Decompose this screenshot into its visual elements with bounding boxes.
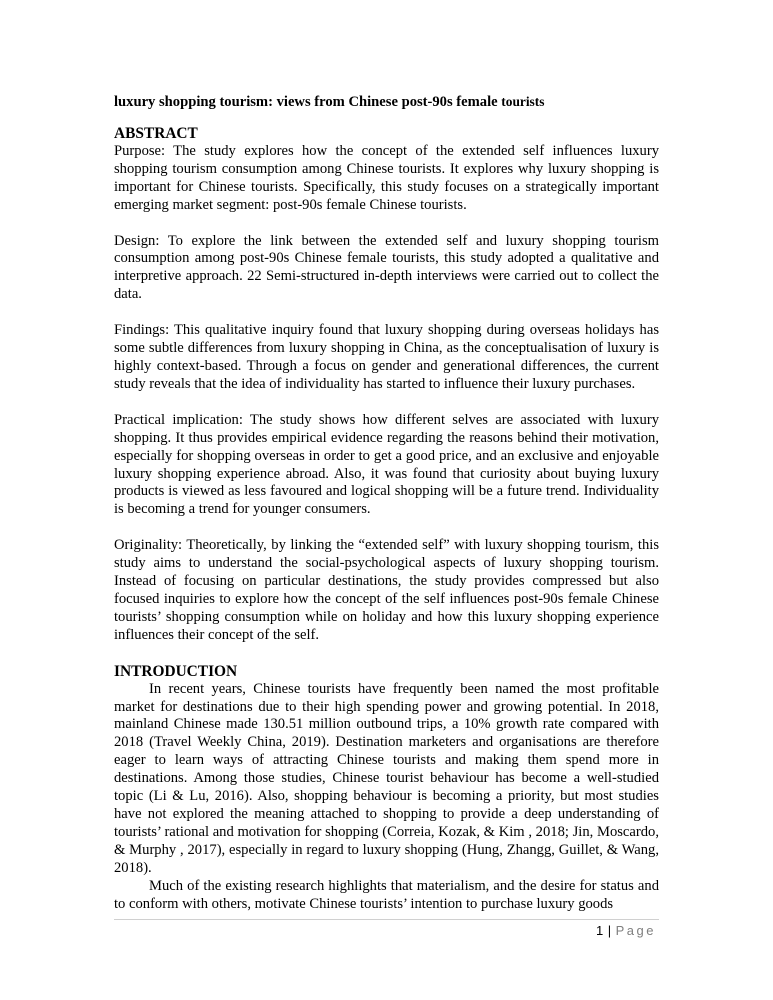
page-number: 1	[596, 923, 604, 938]
abstract-practical: Practical implication: The study shows how different selves are associated with luxury shopping. It thus provides empirical evidence regarding the reasons behind their motivation, especially for shopping overseas in order to get a good price, and an exclusive and enjoyable luxury shopping experience abroad. Also, it was found that curiosity about buying luxury products is viewed as less favoured and logical shopping will be a future trend. Individuality is becoming a trend for younger consumers.	[114, 411, 659, 518]
footer-divider	[114, 919, 659, 920]
abstract-design: Design: To explore the link between the extended self and luxury shopping tourism consumption among post-90s Chinese female tourists, this study adopted a qualitative and interpretive approach. 22 Semi-structured in-depth interviews were carried out to collect the data.	[114, 232, 659, 303]
paper-title-tail: tourists	[501, 94, 545, 109]
abstract-findings: Findings: This qualitative inquiry found that luxury shopping during overseas holidays has some subtle differences from luxury shopping in China, as the conceptualisation of luxury is highly context-based. Through a focus on gender and generational differences, the current study reveals that the idea of individuality has started to influence their luxury purchases.	[114, 322, 659, 392]
introduction-heading: INTRODUCTION	[114, 662, 238, 680]
paper-title-main: luxury shopping tourism: views from Chinese post-90s female	[114, 94, 502, 110]
page-footer	[596, 922, 656, 940]
introduction-paragraph-1: In recent years, Chinese tourists have frequently been named the most profitable market for destinations due to their high spending power and growing potential. In 2018, mainland Chinese made 130.51 million outbound trips, a 10% growth rate compared with 2018 (Travel Weekly China, 2019). Destination marketers and organisations are therefore eager to learn ways of attracting Chinese tourists and making them spend more in destinations. Among those studies, Chinese tourist behaviour has become a well-studied topic (Li & Lu, 2016). Also, shopping behaviour is becoming a priority, but most studies have not explored the meaning attached to shopping to provide a deep understanding of tourists’ rational and motivation for shopping (Correia, Kozak, & Kim , 2018; Jin, Moscardo, & Murphy , 2017), especially in regard to luxury shopping (Hung, Zhangg, Guillet, & Wang, 2018).	[114, 680, 659, 876]
paper-title	[114, 93, 659, 112]
introduction-paragraph-2: Much of the existing research highlights that materialism, and the desire for status and to conform with others, motivate Chinese tourists’ intention to purchase luxury goods	[114, 877, 659, 912]
abstract-originality: Originality: Theoretically, by linking the “extended self” with luxury shopping tourism, this study aims to understand the social-psychological aspects of luxury shopping tourism. Instead of focusing on particular destinations, the study provides compressed but also focused inquiries to explore how the concept of the self influences post-90s female Chinese tourists’ shopping consumption while on holiday and how this luxury shopping experience influences their concept of the self.	[114, 537, 659, 643]
abstract-purpose: Purpose: The study explores how the concept of the extended self influences luxury shopping tourism consumption among Chinese tourists. It explores why luxury shopping is important for Chinese tourists. Specifically, this study focuses on a strategically important emerging market segment: post-90s female Chinese tourists.	[114, 142, 659, 213]
abstract-heading: ABSTRACT	[114, 124, 198, 142]
page-content	[114, 93, 659, 913]
footer-separator: |	[607, 923, 612, 938]
page-label: Page	[615, 923, 656, 938]
